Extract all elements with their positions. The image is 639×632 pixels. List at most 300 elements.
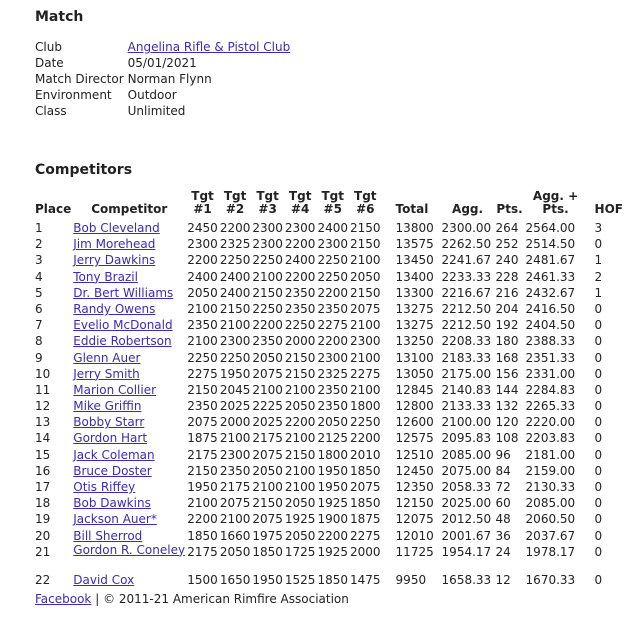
cell-tgt2: 1660: [219, 528, 251, 543]
cell-tgt6: 2010: [350, 447, 381, 462]
competitor-link[interactable]: David Cox: [73, 572, 135, 587]
cell-agg: 2012.50: [441, 512, 492, 527]
cell-tgt3: 2250: [252, 301, 283, 316]
cell-tgt4: 2150: [284, 366, 316, 381]
cell-tgt2: 2400: [219, 285, 251, 300]
cell-tgt2: 2350: [219, 463, 251, 478]
cell-tgt5: 2275: [317, 318, 348, 333]
cell-hof: 2: [594, 269, 603, 284]
cell-tgt1: 1875: [187, 431, 218, 446]
cell-competitor: [72, 350, 186, 366]
cell-agg-plus-pts: 2181.00: [525, 447, 576, 462]
cell-hof: 0: [594, 447, 603, 462]
cell-agg-plus-pts: 2416.50: [525, 301, 576, 316]
cell-competitor: [72, 511, 186, 527]
cell-tgt5: 2300: [317, 237, 348, 252]
cell-tgt6: 2100: [350, 253, 381, 268]
cell-agg-plus-pts: 1978.17: [525, 544, 576, 559]
cell-total: 13800: [395, 221, 434, 235]
cell-tgt4: 2100: [284, 382, 316, 397]
cell-tgt4: 2200: [284, 269, 316, 284]
match-row: [35, 55, 292, 71]
competitor-link[interactable]: Marion Collier: [73, 382, 157, 397]
cell-tgt1: 2175: [187, 447, 218, 462]
col-tgt3: Tgt #3: [256, 189, 279, 216]
cell-tgt3: 2350: [252, 334, 283, 349]
cell-place: 7: [35, 318, 43, 333]
cell-competitor: [72, 495, 186, 511]
cell-tgt4: 2350: [284, 301, 316, 316]
col-tgt1: Tgt #1: [191, 189, 214, 216]
cell-agg: 2075.00: [441, 463, 492, 478]
competitor-row: [35, 572, 634, 588]
competitor-link[interactable]: Otis Riffey: [73, 480, 136, 494]
cell-tgt5: 2250: [317, 269, 348, 284]
cell-tgt5: 1850: [317, 572, 348, 587]
cell-pts: 12: [495, 572, 511, 587]
cell-hof: 0: [594, 382, 603, 397]
competitor-link[interactable]: Jack Coleman: [73, 447, 155, 462]
cell-tgt1: 1500: [187, 572, 218, 587]
cell-competitor: [72, 333, 186, 349]
cell-agg-plus-pts: 1670.33: [525, 572, 576, 587]
cell-tgt4: 2100: [284, 480, 316, 494]
competitor-row: [35, 236, 634, 252]
cell-tgt6: 2150: [350, 221, 381, 235]
competitor-link[interactable]: Bob Cleveland: [73, 221, 160, 235]
cell-total: 12800: [395, 399, 434, 414]
cell-tgt4: 2300: [284, 221, 316, 235]
cell-agg: 2100.00: [441, 415, 492, 430]
competitor-row: [35, 317, 634, 333]
competitor-row: [35, 366, 634, 382]
cell-agg-plus-pts: 2461.33: [525, 269, 576, 284]
cell-total: 12510: [395, 447, 434, 462]
cell-total: 12450: [395, 463, 434, 478]
cell-tgt4: 2250: [284, 318, 316, 333]
match-value-cell: [126, 39, 293, 55]
cell-agg-plus-pts: 2060.50: [525, 512, 576, 527]
cell-agg-plus-pts: 2514.50: [525, 237, 576, 252]
col-hof: HOF: [594, 202, 623, 216]
cell-tgt4: 2050: [284, 528, 316, 543]
cell-tgt4: 2200: [284, 415, 316, 430]
match-key: Class: [35, 104, 67, 118]
cell-place: 20: [35, 528, 51, 543]
cell-pts: 156: [495, 366, 519, 381]
cell-tgt5: 1950: [317, 480, 348, 494]
cell-tgt5: 2200: [317, 334, 348, 349]
competitor-link[interactable]: Gordon R. Coneley: [73, 542, 186, 557]
col-pts: Pts.: [496, 202, 523, 216]
cell-competitor: [72, 252, 186, 268]
copyright-text: | © 2011-21 American Rimfire Association: [91, 592, 349, 606]
cell-total: 12150: [395, 496, 434, 511]
competitor-row: [35, 398, 634, 414]
competitor-link[interactable]: Tony Brazil: [73, 269, 138, 284]
cell-total: 12600: [395, 415, 434, 430]
cell-total: 13575: [395, 237, 434, 252]
cell-place: 22: [35, 572, 51, 587]
cell-tgt3: 2075: [252, 512, 283, 527]
cell-agg: 2001.67: [441, 528, 492, 543]
cell-hof: 1: [594, 253, 603, 268]
cell-place: 13: [35, 415, 51, 430]
cell-tgt3: 2300: [252, 221, 283, 235]
cell-tgt6: 2150: [350, 237, 381, 252]
cell-agg-plus-pts: 2432.67: [525, 285, 576, 300]
cell-pts: 108: [495, 431, 519, 446]
cell-tgt2: 2100: [219, 431, 251, 446]
cell-hof: 0: [594, 318, 603, 333]
cell-total: 13300: [395, 285, 434, 300]
competitor-link[interactable]: Evelio McDonald: [73, 318, 173, 333]
cell-tgt1: 2250: [187, 350, 218, 365]
cell-total: 13250: [395, 334, 434, 349]
cell-tgt3: 2075: [252, 366, 283, 381]
cell-hof: 3: [594, 221, 603, 235]
cell-hof: 0: [594, 528, 603, 543]
cell-tgt5: 2325: [317, 366, 348, 381]
cell-agg-plus-pts: 2159.00: [525, 463, 576, 478]
cell-competitor: [72, 463, 186, 479]
cell-agg-plus-pts: 2265.33: [525, 399, 576, 414]
cell-place: 1: [35, 221, 43, 235]
cell-total: 13400: [395, 269, 434, 284]
col-tgt6: Tgt #6: [354, 189, 377, 216]
cell-tgt2: 2250: [219, 253, 251, 268]
cell-tgt6: 1800: [350, 399, 381, 414]
cell-tgt5: 2200: [317, 285, 348, 300]
cell-tgt4: 2050: [284, 496, 316, 511]
cell-competitor: [72, 572, 186, 588]
competitor-row: [35, 220, 634, 236]
cell-competitor: [72, 236, 186, 252]
cell-tgt3: 2300: [252, 237, 283, 252]
cell-competitor: [72, 430, 186, 446]
match-row: [35, 71, 292, 87]
cell-tgt1: 2150: [187, 382, 218, 397]
competitor-row: [35, 544, 634, 572]
cell-agg-plus-pts: 2481.67: [525, 253, 576, 268]
cell-competitor: [72, 544, 186, 572]
cell-tgt3: 2150: [252, 285, 283, 300]
match-key: Environment: [35, 88, 112, 102]
cell-tgt6: 2275: [350, 528, 381, 543]
cell-hof: 1: [594, 285, 603, 300]
cell-tgt2: 2400: [219, 269, 251, 284]
cell-tgt6: 1850: [350, 496, 381, 511]
cell-agg: 2241.67: [441, 253, 492, 268]
cell-tgt6: 1475: [350, 572, 381, 587]
cell-tgt2: 2075: [219, 496, 251, 511]
cell-agg: 2085.00: [441, 447, 492, 462]
competitor-link[interactable]: Dr. Bert Williams: [73, 285, 174, 300]
match-heading: Match: [35, 9, 84, 25]
cell-agg-plus-pts: 2331.00: [525, 366, 576, 381]
cell-pts: 60: [495, 496, 511, 511]
competitor-row: [35, 333, 634, 349]
col-tgt5: Tgt #5: [321, 189, 344, 216]
cell-tgt5: 2350: [317, 382, 348, 397]
cell-pts: 48: [495, 512, 511, 527]
cell-hof: 0: [594, 399, 603, 414]
cell-place: 4: [35, 269, 43, 284]
competitor-link[interactable]: Randy Owens: [73, 301, 156, 316]
cell-tgt1: 2100: [187, 334, 218, 349]
match-row: [35, 39, 292, 55]
cell-hof: 0: [594, 366, 603, 381]
cell-tgt1: 2350: [187, 318, 218, 333]
competitor-row: [35, 463, 634, 479]
competitor-row: [35, 252, 634, 268]
cell-tgt3: 2175: [252, 431, 283, 446]
cell-total: 13450: [395, 253, 434, 268]
cell-agg: 2175.00: [441, 366, 492, 381]
competitor-link[interactable]: Bruce Doster: [73, 463, 152, 478]
cell-agg: 2208.33: [441, 334, 492, 349]
cell-hof: 0: [594, 572, 603, 587]
cell-hof: 0: [594, 334, 603, 349]
cell-competitor: [72, 414, 186, 430]
cell-tgt5: 2350: [317, 399, 348, 414]
competitors-heading: Competitors: [35, 162, 133, 178]
cell-tgt2: 2050: [219, 544, 251, 559]
cell-tgt4: 2400: [284, 253, 316, 268]
competitor-row: [35, 414, 634, 430]
competitor-row: [35, 479, 634, 495]
club-link[interactable]: Angelina Rifle & Pistol Club: [127, 40, 291, 54]
cell-agg: 2140.83: [441, 382, 492, 397]
cell-tgt1: 2450: [187, 221, 218, 235]
cell-tgt2: 1950: [219, 366, 251, 381]
cell-pts: 24: [495, 544, 511, 559]
cell-pts: 96: [495, 447, 511, 462]
cell-tgt1: 2350: [187, 399, 218, 414]
match-value: Norman Flynn: [127, 72, 212, 86]
cell-agg-plus-pts: 2351.33: [525, 350, 576, 365]
cell-tgt2: 2250: [219, 350, 251, 365]
cell-total: 13050: [395, 366, 434, 381]
competitor-row: [35, 285, 634, 301]
cell-pts: 168: [495, 350, 519, 365]
footer: [35, 592, 349, 606]
cell-pts: 36: [495, 528, 511, 543]
competitor-link[interactable]: Mike Griffin: [73, 399, 142, 414]
cell-tgt6: 2075: [350, 301, 381, 316]
cell-pts: 120: [495, 415, 519, 430]
cell-tgt4: 2100: [284, 431, 316, 446]
cell-total: 12575: [395, 431, 434, 446]
cell-competitor: [72, 398, 186, 414]
competitor-link[interactable]: Jerry Smith: [73, 366, 140, 381]
cell-agg-plus-pts: 2037.67: [525, 528, 576, 543]
cell-tgt4: 2350: [284, 285, 316, 300]
cell-pts: 72: [495, 480, 511, 494]
match-value: 05/01/2021: [127, 56, 197, 70]
cell-agg: 2058.33: [441, 480, 492, 494]
cell-place: 9: [35, 350, 43, 365]
cell-pts: 216: [495, 285, 519, 300]
cell-place: 14: [35, 431, 51, 446]
cell-agg-plus-pts: 2203.83: [525, 431, 576, 446]
cell-place: 10: [35, 366, 51, 381]
cell-total: 13275: [395, 301, 434, 316]
cell-tgt3: 2100: [252, 480, 283, 494]
cell-agg-plus-pts: 2404.50: [525, 318, 576, 333]
cell-agg-plus-pts: 2388.33: [525, 334, 576, 349]
cell-hof: 0: [594, 431, 603, 446]
cell-pts: 192: [495, 318, 519, 333]
cell-tgt6: 2300: [350, 334, 381, 349]
col-competitor: Competitor: [91, 202, 168, 216]
match-value: Unlimited: [127, 104, 186, 118]
cell-total: 13100: [395, 350, 434, 365]
cell-competitor: [72, 528, 186, 544]
cell-place: 16: [35, 463, 51, 478]
cell-agg: 2212.50: [441, 301, 492, 316]
cell-competitor: [72, 301, 186, 317]
cell-competitor: [72, 382, 186, 398]
cell-tgt1: 2175: [187, 544, 218, 559]
cell-tgt2: 2045: [219, 382, 251, 397]
cell-place: 17: [35, 480, 51, 494]
cell-pts: 180: [495, 334, 519, 349]
cell-hof: 0: [594, 237, 603, 252]
competitors-table: [35, 190, 634, 588]
competitor-link[interactable]: Bill Sherrod: [73, 528, 143, 543]
cell-tgt4: 2000: [284, 334, 316, 349]
match-value: Outdoor: [127, 88, 177, 102]
cell-agg: 1658.33: [441, 572, 492, 587]
cell-pts: 144: [495, 382, 519, 397]
cell-pts: 204: [495, 301, 519, 316]
cell-tgt4: 1725: [284, 544, 316, 559]
competitor-row: [35, 495, 634, 511]
cell-tgt1: 2150: [187, 463, 218, 478]
cell-tgt5: 1925: [317, 496, 348, 511]
cell-tgt3: 2075: [252, 447, 283, 462]
cell-total: 12075: [395, 512, 434, 527]
cell-tgt5: 1800: [317, 447, 348, 462]
cell-tgt6: 1875: [350, 512, 381, 527]
cell-tgt3: 2100: [252, 382, 283, 397]
col-tgt4: Tgt #4: [288, 189, 312, 216]
cell-tgt6: 2000: [350, 544, 381, 559]
match-key: Club: [35, 40, 62, 54]
cell-competitor: [72, 447, 186, 463]
cell-tgt2: 2325: [219, 237, 251, 252]
cell-tgt5: 2050: [317, 415, 348, 430]
cell-place: 19: [35, 512, 51, 527]
match-key: Date: [35, 56, 64, 70]
competitor-row: [35, 382, 634, 398]
competitor-link[interactable]: Gordon Hart: [73, 431, 148, 446]
cell-agg-plus-pts: 2220.00: [525, 415, 576, 430]
cell-hof: 0: [594, 496, 603, 511]
competitors-header-row: [35, 190, 634, 220]
cell-tgt5: 2200: [317, 528, 348, 543]
cell-tgt5: 2250: [317, 253, 348, 268]
cell-tgt6: 2050: [350, 269, 381, 284]
cell-tgt2: 2175: [219, 480, 251, 494]
cell-tgt2: 2300: [219, 447, 251, 462]
cell-tgt5: 2300: [317, 350, 348, 365]
cell-tgt4: 1525: [284, 572, 316, 587]
cell-total: 12010: [395, 528, 434, 543]
cell-tgt5: 1925: [317, 544, 348, 559]
cell-tgt5: 2125: [317, 431, 348, 446]
competitor-row: [35, 269, 634, 285]
cell-hof: 0: [594, 350, 603, 365]
cell-place: 21: [35, 544, 51, 559]
cell-place: 3: [35, 253, 43, 268]
cell-hof: 0: [594, 512, 603, 527]
cell-agg: 2216.67: [441, 285, 492, 300]
cell-agg-plus-pts: 2085.00: [525, 496, 576, 511]
col-tgt2: Tgt #2: [223, 189, 247, 216]
cell-total: 12350: [395, 480, 434, 494]
cell-tgt6: 1850: [350, 463, 381, 478]
cell-total: 11725: [395, 544, 434, 559]
match-row: [35, 103, 292, 119]
cell-total: 9950: [395, 572, 427, 587]
cell-place: 2: [35, 237, 43, 252]
cell-tgt6: 2150: [350, 285, 381, 300]
cell-tgt6: 2100: [350, 318, 381, 333]
cell-competitor: [72, 317, 186, 333]
facebook-link[interactable]: Facebook: [35, 592, 92, 606]
cell-tgt6: 2100: [350, 350, 381, 365]
cell-tgt3: 1950: [252, 572, 283, 587]
cell-hof: 0: [594, 301, 603, 316]
cell-tgt3: 1850: [252, 544, 283, 559]
cell-pts: 264: [495, 221, 519, 235]
competitor-link[interactable]: Jim Morehead: [73, 237, 156, 252]
competitor-link[interactable]: Bobby Starr: [73, 415, 145, 430]
cell-tgt1: 2400: [187, 269, 218, 284]
competitor-row: [35, 528, 634, 544]
match-key: Match Director: [35, 72, 124, 86]
competitor-link[interactable]: Jerry Dawkins: [73, 253, 156, 268]
competitor-row: [35, 447, 634, 463]
cell-pts: 252: [495, 237, 519, 252]
competitor-link[interactable]: Eddie Robertson: [73, 334, 172, 349]
cell-agg: 2183.33: [441, 350, 492, 365]
competitor-link[interactable]: Bob Dawkins: [73, 496, 151, 511]
cell-agg: 2133.33: [441, 399, 492, 414]
cell-tgt6: 2250: [350, 415, 381, 430]
cell-agg: 2095.83: [441, 431, 492, 446]
cell-agg: 2300.00: [441, 221, 492, 235]
cell-tgt2: 1650: [219, 572, 251, 587]
cell-place: 18: [35, 496, 51, 511]
competitor-link[interactable]: Jackson Auer*: [73, 512, 157, 527]
cell-pts: 84: [495, 463, 511, 478]
cell-tgt4: 2200: [284, 237, 316, 252]
cell-tgt1: 2100: [187, 301, 218, 316]
cell-place: 12: [35, 399, 51, 414]
cell-agg: 1954.17: [441, 544, 492, 559]
cell-tgt6: 2200: [350, 431, 381, 446]
cell-tgt3: 2050: [252, 463, 283, 478]
cell-competitor: [72, 269, 186, 285]
cell-tgt4: 2050: [284, 399, 316, 414]
cell-tgt1: 2300: [187, 237, 218, 252]
competitor-link[interactable]: Glenn Auer: [73, 350, 141, 365]
match-info-table: [35, 39, 292, 119]
cell-competitor: [72, 285, 186, 301]
